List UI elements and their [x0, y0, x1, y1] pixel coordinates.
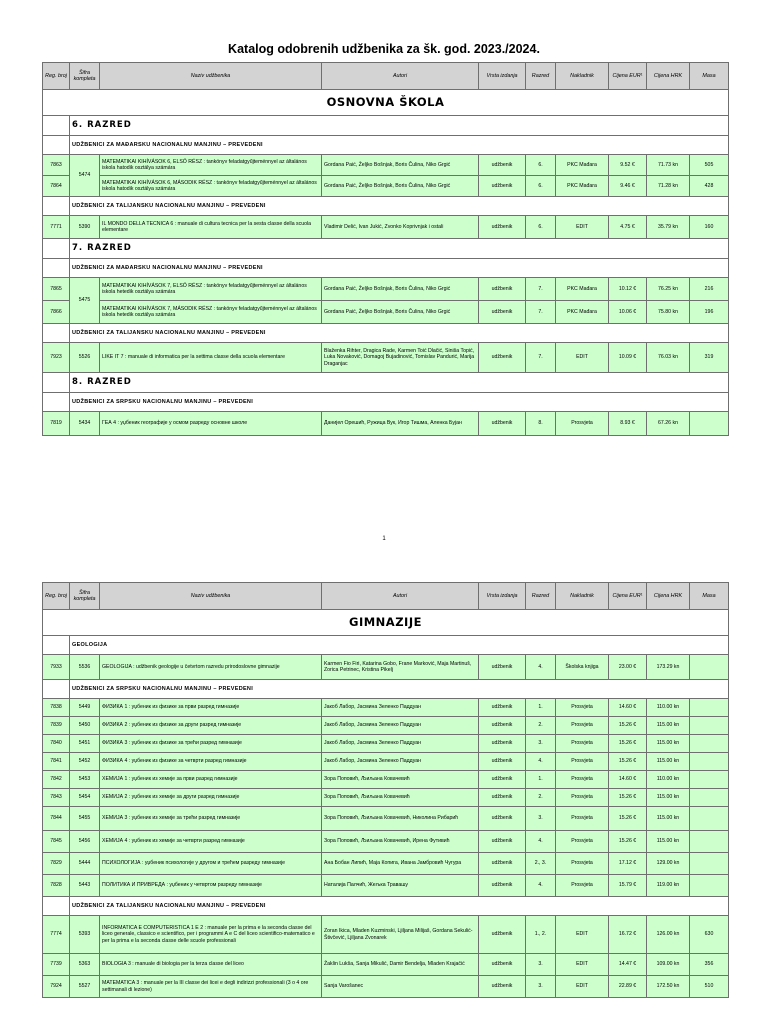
column-header-sifra: Šifra kompleta — [70, 63, 100, 90]
cell-autori: Зора Поповић, Љиљана Ковачевић, Николина Рибарић — [322, 807, 479, 831]
category-heading-row — [43, 636, 729, 655]
cell-reg: 7840 — [43, 735, 70, 753]
cell-eur: 10.09 € — [609, 343, 647, 373]
category-heading-row — [43, 393, 729, 412]
section-heading: OSNOVNA ŠKOLA — [43, 90, 729, 116]
table-row — [43, 753, 729, 771]
table-row — [43, 976, 729, 998]
cell-vrsta: udžbenik — [479, 343, 526, 373]
cell-eur: 16.72 € — [609, 916, 647, 954]
cell-nakladnik: Prosvjeta — [556, 875, 609, 897]
cell-masa: 510 — [690, 976, 729, 998]
cell-reg: 7739 — [43, 954, 70, 976]
cell-nakladnik: EDIT — [556, 916, 609, 954]
cell-naziv: ХЕМИЈА 4 : уџбеник из хемије за четврти разред гимназије — [100, 831, 322, 853]
category-heading-row — [43, 680, 729, 699]
cell-autori: Gordana Paić, Željko Bošnjak, Boris Čulina, Niko Grgić — [322, 155, 479, 176]
cell-autori: Blaženka Rihter, Dragica Rade, Karmen Toić Dlačić, Siniša Topić, Luka Novaković, Domagoj Bujadinović, Tomislav Pandurić, Marija Draganjac — [322, 343, 479, 373]
cell-nakladnik: EDIT — [556, 976, 609, 998]
column-header-vrsta: Vrsta izdanja — [479, 583, 526, 610]
cell-masa: 428 — [690, 176, 729, 197]
cell-sifra: 5454 — [70, 789, 100, 807]
cell-masa: 630 — [690, 916, 729, 954]
column-header-reg: Reg. broj — [43, 583, 70, 610]
table-row — [43, 807, 729, 831]
cell-eur: 15.26 € — [609, 735, 647, 753]
empty-cell — [43, 116, 70, 136]
table-row — [43, 853, 729, 875]
cell-naziv: MATEMATIKAI KIHÍVÁSOK 6, MÁSODIK RÉSZ : tankönyv feladatgyűjteménnyel az általános iskola hatodik osztálya számára — [100, 176, 322, 197]
table-row — [43, 916, 729, 954]
table-row — [43, 771, 729, 789]
cell-razred: 8. — [526, 412, 556, 436]
cell-vrsta: udžbenik — [479, 655, 526, 680]
cell-naziv: ГЕА 4 : уџбеник географије у осмом разреду основне школе — [100, 412, 322, 436]
cell-vrsta: udžbenik — [479, 753, 526, 771]
table-row — [43, 301, 729, 324]
cell-nakladnik: PKC Mađara — [556, 301, 609, 324]
cell-vrsta: udžbenik — [479, 412, 526, 436]
cell-hrk: 115.00 kn — [647, 717, 690, 735]
cell-reg: 7933 — [43, 655, 70, 680]
column-header-razred: Razred — [526, 63, 556, 90]
cell-vrsta: udžbenik — [479, 807, 526, 831]
category-heading: GEOLOGIJA — [70, 636, 729, 655]
category-heading-row — [43, 259, 729, 278]
cell-hrk: 172.50 kn — [647, 976, 690, 998]
cell-autori: Gordana Paić, Željko Bošnjak, Boris Čulina, Niko Grgić — [322, 301, 479, 324]
cell-eur: 14.60 € — [609, 699, 647, 717]
cell-eur: 15.26 € — [609, 753, 647, 771]
cell-razred: 3. — [526, 976, 556, 998]
cell-hrk: 71.28 kn — [647, 176, 690, 197]
cell-razred: 2. — [526, 789, 556, 807]
cell-naziv: ХЕМИЈА 3 : уџбеник из хемије за трећи разред гимназије — [100, 807, 322, 831]
cell-razred: 3. — [526, 735, 556, 753]
cell-hrk: 110.00 kn — [647, 771, 690, 789]
cell-sifra: 5434 — [70, 412, 100, 436]
table-row — [43, 343, 729, 373]
catalog-table-gimnazije — [42, 582, 729, 998]
cell-vrsta: udžbenik — [479, 301, 526, 324]
empty-cell — [43, 636, 70, 655]
column-header-naziv: Naziv udžbenika — [100, 63, 322, 90]
cell-autori: Зора Поповић, Љиљана Ковачевић, Ирена Футивић — [322, 831, 479, 853]
cell-razred: 1., 2. — [526, 916, 556, 954]
cell-razred: 6. — [526, 155, 556, 176]
cell-vrsta: udžbenik — [479, 155, 526, 176]
table-row — [43, 954, 729, 976]
section-heading-row — [43, 90, 729, 116]
table-row — [43, 176, 729, 197]
cell-nakladnik: Prosvjeta — [556, 699, 609, 717]
table-row — [43, 831, 729, 853]
cell-nakladnik: Prosvjeta — [556, 735, 609, 753]
cell-naziv: GEOLOGIJA : udžbenik geologije u četvrtom razredu prirodoslovne gimnazije — [100, 655, 322, 680]
category-heading: UDŽBENICI ZA TALIJANSKU NACIONALNU MANJINU – PREVEDENI — [70, 897, 729, 916]
cell-vrsta: udžbenik — [479, 954, 526, 976]
column-header-masa: Masa — [690, 63, 729, 90]
cell-autori: Žaklin Lukša, Sanja Mikulić, Damir Bendelja, Mladen Krajačić — [322, 954, 479, 976]
cell-hrk: 119.00 kn — [647, 875, 690, 897]
cell-masa — [690, 853, 729, 875]
column-header-sifra: Šifra kompleta — [70, 583, 100, 610]
cell-reg: 7829 — [43, 853, 70, 875]
cell-razred: 6. — [526, 176, 556, 197]
column-header-reg: Reg. broj — [43, 63, 70, 90]
section-heading: GIMNAZIJE — [43, 610, 729, 636]
cell-naziv: MATEMATICA 3 : manuale per la III classe dei licei e degli indirizzi professionali (3 o 4 ore settimanali di lezione) — [100, 976, 322, 998]
column-header-nakladnik: Nakladnik — [556, 583, 609, 610]
cell-masa — [690, 753, 729, 771]
cell-autori: Јакоб Лабор, Јасмина Зеленко Паддуан — [322, 753, 479, 771]
cell-nakladnik: PKC Mađara — [556, 278, 609, 301]
cell-autori: Gordana Paić, Željko Bošnjak, Boris Čulina, Niko Grgić — [322, 278, 479, 301]
empty-cell — [43, 259, 70, 278]
grade-heading: 8. RAZRED — [70, 373, 729, 393]
cell-masa — [690, 655, 729, 680]
cell-hrk: 35.79 kn — [647, 216, 690, 239]
cell-naziv: MATEMATIKAI KIHÍVÁSOK 7, MÁSODIK RÉSZ : tankönyv feladatgyűjteménnyel az általános iskola hetedik osztálya számára — [100, 301, 322, 324]
cell-naziv: ФИЗИКА 4 : уџбеник из физике за четврти разред гимназије — [100, 753, 322, 771]
cell-naziv: BIOLOGIA 3 : manuale di biologia per la terza classe del liceo — [100, 954, 322, 976]
cell-reg: 7841 — [43, 753, 70, 771]
cell-autori: Наталија Палчић, Жељка Травашу — [322, 875, 479, 897]
cell-hrk: 129.00 kn — [647, 853, 690, 875]
cell-razred: 1. — [526, 699, 556, 717]
cell-reg: 7863 — [43, 155, 70, 176]
cell-masa — [690, 831, 729, 853]
cell-sifra: 5453 — [70, 771, 100, 789]
cell-reg: 7828 — [43, 875, 70, 897]
cell-naziv: ПОЛИТИКА И ПРИВРЕДА : уџбеник у четвртом разреду гимназије — [100, 875, 322, 897]
cell-sifra: 5443 — [70, 875, 100, 897]
cell-reg: 7819 — [43, 412, 70, 436]
cell-eur: 22.89 € — [609, 976, 647, 998]
cell-eur: 23.00 € — [609, 655, 647, 680]
cell-vrsta: udžbenik — [479, 916, 526, 954]
empty-cell — [43, 393, 70, 412]
table-row — [43, 717, 729, 735]
cell-sifra: 5527 — [70, 976, 100, 998]
cell-reg: 7843 — [43, 789, 70, 807]
cell-eur: 9.46 € — [609, 176, 647, 197]
cell-vrsta: udžbenik — [479, 717, 526, 735]
cell-nakladnik: Prosvjeta — [556, 717, 609, 735]
cell-razred: 3. — [526, 807, 556, 831]
cell-naziv: ХЕМИЈА 1 : уџбеник из хемије за први разред гимназије — [100, 771, 322, 789]
cell-autori: Ана Бобан Липић, Маја Копига, Ивана Јамбровић Чугура — [322, 853, 479, 875]
cell-nakladnik: Prosvjeta — [556, 753, 609, 771]
table-row — [43, 655, 729, 680]
cell-nakladnik: EDIT — [556, 216, 609, 239]
cell-masa: 319 — [690, 343, 729, 373]
column-header-eur: Cijena EUR¹ — [609, 63, 647, 90]
cell-razred: 6. — [526, 216, 556, 239]
cell-autori: Јакоб Лабор, Јасмина Зеленко Паддуан — [322, 699, 479, 717]
table-row — [43, 875, 729, 897]
cell-autori: Karmen Fio Firi, Katarina Gobo, Frane Marković, Maja Martinuš, Zorica Petrinec, Kristina Pikelj — [322, 655, 479, 680]
cell-masa: 196 — [690, 301, 729, 324]
cell-hrk: 67.26 kn — [647, 412, 690, 436]
cell-sifra: 5451 — [70, 735, 100, 753]
section-heading-row — [43, 610, 729, 636]
cell-razred: 2. — [526, 717, 556, 735]
cell-reg: 7844 — [43, 807, 70, 831]
cell-naziv: ФИЗИКА 3 : уџбеник из физике за трећи разред гимназије — [100, 735, 322, 753]
cell-naziv: IL MONDO DELLA TECNICA 6 : manuale di cultura tecnica per la sesta classe della scuola elementare — [100, 216, 322, 239]
cell-naziv: ПСИХОЛОГИЈА : уџбеник психологије у другом и трећем разреду гимназије — [100, 853, 322, 875]
cell-autori: Јакоб Лабор, Јасмина Зеленко Паддуан — [322, 735, 479, 753]
cell-eur: 15.26 € — [609, 807, 647, 831]
catalog-table-osnovna — [42, 62, 729, 436]
cell-nakladnik: Prosvjeta — [556, 831, 609, 853]
cell-hrk: 115.00 kn — [647, 807, 690, 831]
table-header-row — [43, 63, 729, 90]
category-heading-row — [43, 897, 729, 916]
category-heading: UDŽBENICI ZA MAĐARSKU NACIONALNU MANJINU – PREVEDENI — [70, 259, 729, 278]
cell-autori: Јакоб Лабор, Јасмина Зеленко Паддуан — [322, 717, 479, 735]
cell-eur: 15.26 € — [609, 831, 647, 853]
grade-heading: 7. RAZRED — [70, 239, 729, 259]
cell-hrk: 115.00 kn — [647, 753, 690, 771]
cell-hrk: 76.25 kn — [647, 278, 690, 301]
cell-vrsta: udžbenik — [479, 278, 526, 301]
cell-autori: Zoran Ikica, Mladen Kuzminski, Ljiljana Milijaš, Gordana Sekulić-Štivčević, Ljiljana Zvonarek — [322, 916, 479, 954]
cell-razred: 7. — [526, 343, 556, 373]
column-header-autori: Autori — [322, 63, 479, 90]
cell-masa: 160 — [690, 216, 729, 239]
cell-naziv: ХЕМИЈА 2 : уџбеник из хемије за други разред гимназије — [100, 789, 322, 807]
cell-hrk: 115.00 kn — [647, 789, 690, 807]
empty-cell — [43, 324, 70, 343]
empty-cell — [43, 239, 70, 259]
grade-heading: 6. RAZRED — [70, 116, 729, 136]
column-header-hrk: Cijena HRK — [647, 583, 690, 610]
cell-naziv: ФИЗИКА 1 : уџбеник из физике за први разред гимназије — [100, 699, 322, 717]
table-row — [43, 412, 729, 436]
cell-masa: 216 — [690, 278, 729, 301]
cell-masa — [690, 735, 729, 753]
column-header-masa: Masa — [690, 583, 729, 610]
cell-reg: 7865 — [43, 278, 70, 301]
cell-sifra: 5444 — [70, 853, 100, 875]
cell-eur: 14.60 € — [609, 771, 647, 789]
cell-masa — [690, 771, 729, 789]
cell-hrk: 115.00 kn — [647, 735, 690, 753]
cell-vrsta: udžbenik — [479, 831, 526, 853]
column-header-vrsta: Vrsta izdanja — [479, 63, 526, 90]
cell-razred: 2., 3. — [526, 853, 556, 875]
cell-masa — [690, 807, 729, 831]
cell-sifra: 5449 — [70, 699, 100, 717]
cell-autori: Sanja Varošanec — [322, 976, 479, 998]
cell-nakladnik: Prosvjeta — [556, 853, 609, 875]
table-row — [43, 155, 729, 176]
category-heading-row — [43, 324, 729, 343]
category-heading: UDŽBENICI ZA TALIJANSKU NACIONALNU MANJINU – PREVEDENI — [70, 197, 729, 216]
cell-nakladnik: EDIT — [556, 954, 609, 976]
cell-reg: 7838 — [43, 699, 70, 717]
cell-vrsta: udžbenik — [479, 176, 526, 197]
page-number: 1 — [382, 536, 386, 542]
cell-eur: 15.79 € — [609, 875, 647, 897]
cell-eur: 15.26 € — [609, 789, 647, 807]
cell-nakladnik: Prosvjeta — [556, 807, 609, 831]
cell-vrsta: udžbenik — [479, 699, 526, 717]
cell-vrsta: udžbenik — [479, 875, 526, 897]
cell-nakladnik: EDIT — [556, 343, 609, 373]
cell-sifra: 5390 — [70, 216, 100, 239]
cell-masa — [690, 699, 729, 717]
cell-sifra: 5393 — [70, 916, 100, 954]
cell-vrsta: udžbenik — [479, 216, 526, 239]
cell-naziv: MATEMATIKAI KIHÍVÁSOK 7, ELSŐ RÉSZ : tankönyv feladatgyűjteménnyel az általános iskola hetedik osztálya számára — [100, 278, 322, 301]
cell-reg: 7839 — [43, 717, 70, 735]
table-row — [43, 278, 729, 301]
category-heading: UDŽBENICI ZA MAĐARSKU NACIONALNU MANJINU – PREVEDENI — [70, 136, 729, 155]
cell-eur: 17.12 € — [609, 853, 647, 875]
cell-sifra: 5455 — [70, 807, 100, 831]
cell-reg: 7774 — [43, 916, 70, 954]
empty-cell — [43, 136, 70, 155]
grade-heading-row — [43, 373, 729, 393]
cell-reg: 7845 — [43, 831, 70, 853]
cell-razred: 3. — [526, 954, 556, 976]
table-row — [43, 735, 729, 753]
cell-sifra: 5526 — [70, 343, 100, 373]
empty-cell — [43, 897, 70, 916]
column-header-nakladnik: Nakladnik — [556, 63, 609, 90]
cell-masa — [690, 789, 729, 807]
empty-cell — [43, 680, 70, 699]
cell-razred: 4. — [526, 831, 556, 853]
cell-sifra: 5363 — [70, 954, 100, 976]
cell-razred: 7. — [526, 301, 556, 324]
cell-sifra: 5456 — [70, 831, 100, 853]
cell-eur: 10.06 € — [609, 301, 647, 324]
cell-reg: 7864 — [43, 176, 70, 197]
cell-razred: 4. — [526, 875, 556, 897]
cell-razred: 7. — [526, 278, 556, 301]
cell-nakladnik: PKC Mađara — [556, 176, 609, 197]
table-row — [43, 789, 729, 807]
table-row — [43, 699, 729, 717]
cell-reg: 7924 — [43, 976, 70, 998]
cell-naziv: ФИЗИКА 2 : уџбеник из физике за други разред гимназије — [100, 717, 322, 735]
cell-hrk: 75.80 kn — [647, 301, 690, 324]
cell-sifra: 5450 — [70, 717, 100, 735]
cell-naziv: MATEMATIKAI KIHÍVÁSOK 6, ELSŐ RÉSZ : tankönyv feladatgyűjteménnyel az általános iskola hatodik osztálya számára — [100, 155, 322, 176]
cell-autori: Gordana Paić, Željko Bošnjak, Boris Čulina, Niko Grgić — [322, 176, 479, 197]
cell-nakladnik: Prosvjeta — [556, 771, 609, 789]
column-header-hrk: Cijena HRK — [647, 63, 690, 90]
table-header-row — [43, 583, 729, 610]
cell-autori: Данијел Орешић, Ружица Вук, Игор Тишма, Аленка Бујан — [322, 412, 479, 436]
cell-hrk: 173.29 kn — [647, 655, 690, 680]
column-header-naziv: Naziv udžbenika — [100, 583, 322, 610]
cell-eur: 4.75 € — [609, 216, 647, 239]
cell-nakladnik: Školska knjiga — [556, 655, 609, 680]
category-heading-row — [43, 136, 729, 155]
cell-hrk: 126.00 kn — [647, 916, 690, 954]
grade-heading-row — [43, 239, 729, 259]
column-header-razred: Razred — [526, 583, 556, 610]
cell-sifra: 5475 — [70, 278, 100, 324]
empty-cell — [43, 373, 70, 393]
category-heading: UDŽBENICI ZA TALIJANSKU NACIONALNU MANJINU – PREVEDENI — [70, 324, 729, 343]
cell-nakladnik: Prosvjeta — [556, 789, 609, 807]
cell-autori: Зора Поповић, Љиљана Ковачевић — [322, 771, 479, 789]
cell-vrsta: udžbenik — [479, 789, 526, 807]
cell-hrk: 109.00 kn — [647, 954, 690, 976]
cell-hrk: 71.73 kn — [647, 155, 690, 176]
cell-sifra: 5474 — [70, 155, 100, 197]
cell-masa — [690, 875, 729, 897]
empty-cell — [43, 197, 70, 216]
cell-sifra: 5452 — [70, 753, 100, 771]
cell-razred: 4. — [526, 753, 556, 771]
cell-hrk: 115.00 kn — [647, 831, 690, 853]
category-heading: UDŽBENICI ZA SRPSKU NACIONALNU MANJINU – PREVEDENI — [70, 680, 729, 699]
cell-naziv: INFORMATICA E COMPUTERISTICA 1 E 2 : manuale per la prima e la seconda classe del liceo generale, classico e scientifico, per i programmi A e C del liceo scientifico-matematico e per la prima e la seconda classe delle scuole professionali — [100, 916, 322, 954]
cell-eur: 10.12 € — [609, 278, 647, 301]
cell-reg: 7842 — [43, 771, 70, 789]
cell-razred: 4. — [526, 655, 556, 680]
cell-eur: 15.26 € — [609, 717, 647, 735]
column-header-eur: Cijena EUR¹ — [609, 583, 647, 610]
cell-nakladnik: PKC Mađara — [556, 155, 609, 176]
cell-masa: 505 — [690, 155, 729, 176]
cell-naziv: LIKE IT 7 : manuale di informatica per la settima classe della scuola elementare — [100, 343, 322, 373]
grade-heading-row — [43, 116, 729, 136]
cell-autori: Vladimir Delić, Ivan Jukić, Zvonko Koprivnjak i ostali — [322, 216, 479, 239]
cell-vrsta: udžbenik — [479, 771, 526, 789]
cell-sifra: 5536 — [70, 655, 100, 680]
cell-vrsta: udžbenik — [479, 976, 526, 998]
category-heading: UDŽBENICI ZA SRPSKU NACIONALNU MANJINU – PREVEDENI — [70, 393, 729, 412]
cell-eur: 14.47 € — [609, 954, 647, 976]
cell-nakladnik: Prosvjeta — [556, 412, 609, 436]
cell-razred: 1. — [526, 771, 556, 789]
cell-masa — [690, 412, 729, 436]
page-title: Katalog odobrenih udžbenika za šk. god. 2023./2024. — [228, 42, 540, 56]
cell-vrsta: udžbenik — [479, 735, 526, 753]
cell-hrk: 76.03 kn — [647, 343, 690, 373]
cell-reg: 7771 — [43, 216, 70, 239]
cell-eur: 8.93 € — [609, 412, 647, 436]
cell-masa — [690, 717, 729, 735]
cell-vrsta: udžbenik — [479, 853, 526, 875]
cell-eur: 9.52 € — [609, 155, 647, 176]
cell-hrk: 110.00 kn — [647, 699, 690, 717]
category-heading-row — [43, 197, 729, 216]
cell-reg: 7923 — [43, 343, 70, 373]
column-header-autori: Autori — [322, 583, 479, 610]
table-row — [43, 216, 729, 239]
cell-autori: Зора Поповић, Љиљана Ковачевић — [322, 789, 479, 807]
cell-masa: 356 — [690, 954, 729, 976]
cell-reg: 7866 — [43, 301, 70, 324]
